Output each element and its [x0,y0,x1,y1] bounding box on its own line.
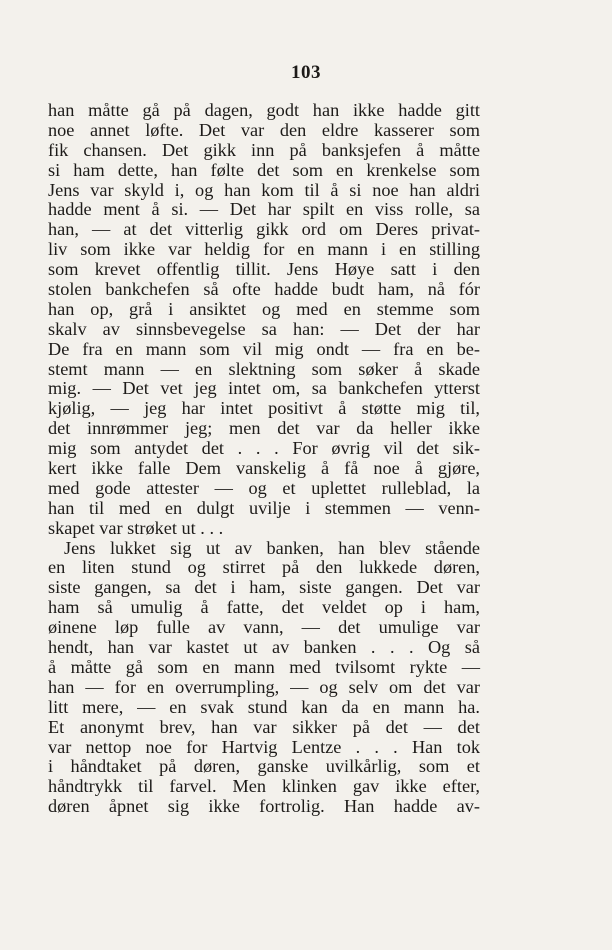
text-line: Jens lukket sig ut av banken, han blev stående [64,537,480,558]
text-line: å måtte gå som en mann med tvilsomt rykte — [48,656,480,677]
text-line: si ham dette, han følte det som en krenkelse som [48,159,480,180]
text-line: skapet var strøket ut . . . [48,517,224,538]
text-line: var nettop noe for Hartvig Lentze . . . Han tok [48,736,480,757]
text-line: med gode attester — og et uplettet rulleblad, la [48,477,480,498]
text-line: stemt mann — en slektning som søker å skade [48,358,480,379]
text-line: hendt, han var kastet ut av banken . . . Og så [48,637,480,658]
text-line: Et anonymt brev, han var sikker på det — det [48,716,480,737]
text-line: kert ikke falle Dem vanskelig å få noe å gjøre, [48,458,480,479]
text-line: som krevet offentlig tillit. Jens Høye satt i den [48,259,480,280]
text-line: han måtte gå på dagen, godt han ikke hadde gitt [48,100,480,120]
text-line: han — for en overrumpling, — og selv om det var [48,676,480,697]
page-number: 103 [291,62,321,83]
text-line: han til med en dulgt uvilje i stemmen — venn- [48,497,480,518]
text-line: det innrømmer jeg; men det var da heller ikke [48,418,480,439]
text-line: litt mere, — en svak stund kan da en mann ha. [48,696,480,717]
text-line: noe annet løfte. Det var den eldre kasserer som [48,119,480,140]
text-line: skalv av sinnsbevegelse sa han: — Det der har [48,318,480,339]
text-line: stolen bankchefen så ofte hadde budt ham, nå fór [48,279,480,300]
text-line: mig som antydet det . . . For øvrig vil det sik- [48,438,480,459]
text-line: døren åpnet sig ikke fortrolig. Han hadde av- [48,796,480,817]
text-line: liv som ikke var heldig for en mann i en stilling [48,239,480,260]
text-line: han, — at det vitterlig gikk ord om Deres privat- [48,219,480,240]
text-line: en liten stund og stirret på den lukkede døren, [48,557,480,578]
text-line: Jens var skyld i, og han kom til å si noe han aldri [48,179,480,200]
text-line: De fra en mann som vil mig ondt — fra en be- [48,338,480,359]
text-line: han op, grå i ansiktet og med en stemme som [48,298,480,319]
text-line: håndtrykk til farvel. Men klinken gav ikke efter, [48,776,480,797]
body-text [48,101,480,817]
text-line: siste gangen, sa det i ham, siste gangen. Det var [48,577,480,598]
text-line: ham så umulig å fatte, det veldet op i ham, [48,597,480,618]
text-line: i håndtaket på døren, ganske uvilkårlig, som et [48,756,480,777]
text-line: øinene løp fulle av vann, — det umulige var [48,617,480,638]
text-line: fik chansen. Det gikk inn på banksjefen å måtte [48,139,480,160]
text-line: kjølig, — jeg har intet positivt å støtte mig til, [48,398,480,419]
text-line: mig. — Det vet jeg intet om, sa bankchefen ytterst [48,378,480,399]
text-line: hadde ment å si. — Det har spilt en viss rolle, sa [48,199,480,220]
